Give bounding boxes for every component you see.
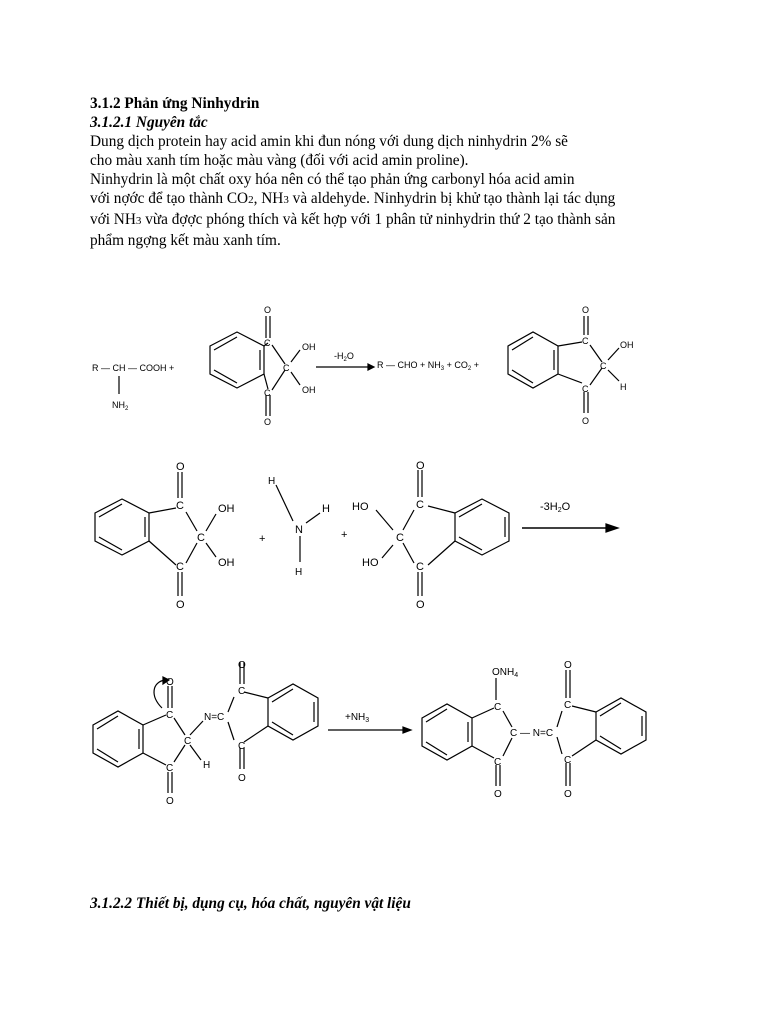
nh3-n: N [295, 524, 303, 536]
r3a-c-top: C [166, 710, 174, 721]
subsection-title: 3.1.2.1 Nguyên tắc [90, 114, 208, 131]
line4-sub-3: 3 [283, 194, 289, 206]
arrow-2-label: -3H2O [540, 501, 571, 514]
r2b-o-top: O [416, 460, 425, 472]
r3b-o-bot: O [238, 773, 246, 784]
product-onh4: $ONH_4$ [492, 667, 519, 679]
r3a-imine: N=C [204, 712, 225, 723]
r2b-o-bot: O [416, 599, 425, 611]
r2a-c-mid: C [197, 532, 205, 544]
paragraph-line-1: Dung dịch protein hay acid amin khi đun nóng với dung dịch ninhydrin 2% sẽ [90, 133, 568, 150]
product-o-bot: O [494, 789, 502, 800]
r2b-ho-bot: HO [362, 557, 379, 569]
product-bridge: C — N=C [510, 728, 554, 739]
product-c-top: C [494, 702, 502, 713]
purple-intermediate [93, 662, 318, 793]
r3b-c-top: C [238, 686, 246, 697]
amino-nh2: $NH_2$ [112, 400, 129, 412]
product-c-bot: C [494, 757, 502, 768]
r2-plus-1: + [259, 533, 266, 545]
r1b-o-bot: O [582, 416, 590, 426]
product-o-bot-right: O [564, 789, 572, 800]
r3b-c-bot: C [238, 741, 246, 752]
r1-o-top: O [264, 305, 272, 315]
r3a-h: H [203, 760, 211, 771]
r2a-c-bot: C [176, 561, 184, 573]
r1-o-bot: O [264, 417, 272, 427]
paragraph-line-2: cho màu xanh tím hoặc màu vàng (đối với acid amin proline). [90, 152, 469, 169]
r2b-ho-top: HO [352, 501, 369, 513]
line5-c: vừa đợợc phóng thích và kết hợp với 1 phân tử ninhydrin thứ 2 tạo thành sản [141, 211, 616, 228]
r1-c-bot: C [264, 388, 271, 398]
section-title: 3.1.2 Phản ứng Ninhydrin [90, 95, 260, 112]
line4-c: , NH [253, 190, 284, 207]
paragraph-line-6: phẩm ngợng kết màu xanh tím. [90, 232, 281, 249]
line5-a: với NH [90, 211, 136, 228]
r2a-o-bot: O [176, 599, 185, 611]
r3a-o-bot: O [166, 796, 174, 807]
r2a-oh-bot: OH [218, 557, 235, 569]
r1b-c-top: C [582, 336, 589, 346]
arrow-1-head [368, 364, 374, 370]
nh3-h-left: H [268, 476, 276, 487]
arrow-3-head [403, 727, 411, 733]
line4-e: và aldehyde. Ninhydrin bị khử tạo thành lại tác dụng [288, 190, 616, 207]
r3a-o-top: O [166, 677, 174, 688]
amino-acid-formula: R — CH — COOH + [92, 363, 175, 373]
r3a-c-bot: C [166, 763, 174, 774]
r2b-c-top: C [416, 499, 424, 511]
arrow-1-label: $-H_2O$ [334, 351, 354, 363]
r1b-c-mid: C [600, 361, 607, 371]
r2b-c-mid: C [396, 532, 404, 544]
paragraph-line-3: Ninhydrin là một chất oxy hóa nên có thể tạo phản ứng carbonyl hóa acid amin [90, 171, 575, 188]
r1b-c-bot: C [582, 384, 589, 394]
line4-sub-2: 2 [248, 194, 254, 206]
product-c-bot-right: C [564, 755, 572, 766]
line4-a: với nợớc để tạo thành CO [90, 190, 249, 207]
r1b-o-top: O [582, 305, 590, 315]
arrow-2-head [606, 524, 618, 532]
r3b-o-top: O [238, 660, 246, 671]
r1-products: R — CHO + $NH_3 + CO_2$ + [377, 360, 479, 372]
product-o-top-right: O [564, 660, 572, 671]
r1-oh-bot: OH [302, 385, 316, 395]
nh3-h-bottom: H [295, 567, 303, 578]
r2b-c-bot: C [416, 561, 424, 573]
footer-heading: 3.1.2.2 Thiết bị, dụng cụ, hóa chất, nguyên vật liệu [90, 895, 411, 912]
line5-sub-3: 3 [135, 215, 142, 227]
r2a-o-top: O [176, 461, 185, 473]
r3a-c-mid: C [184, 736, 192, 747]
r1b-h: H [620, 382, 627, 392]
r1-c-mid: C [283, 363, 290, 373]
r2-plus-2: + [341, 529, 348, 541]
r1-oh-top: OH [302, 342, 316, 352]
arrow-3-label: $+NH_3$ [345, 712, 370, 724]
r1b-oh: OH [620, 340, 634, 350]
nh3-h-right: H [322, 503, 330, 515]
r2a-c-top: C [176, 500, 184, 512]
r1-c-top: C [264, 338, 271, 348]
product-c-top-right: C [564, 700, 572, 711]
r2a-oh-top: OH [218, 503, 235, 515]
